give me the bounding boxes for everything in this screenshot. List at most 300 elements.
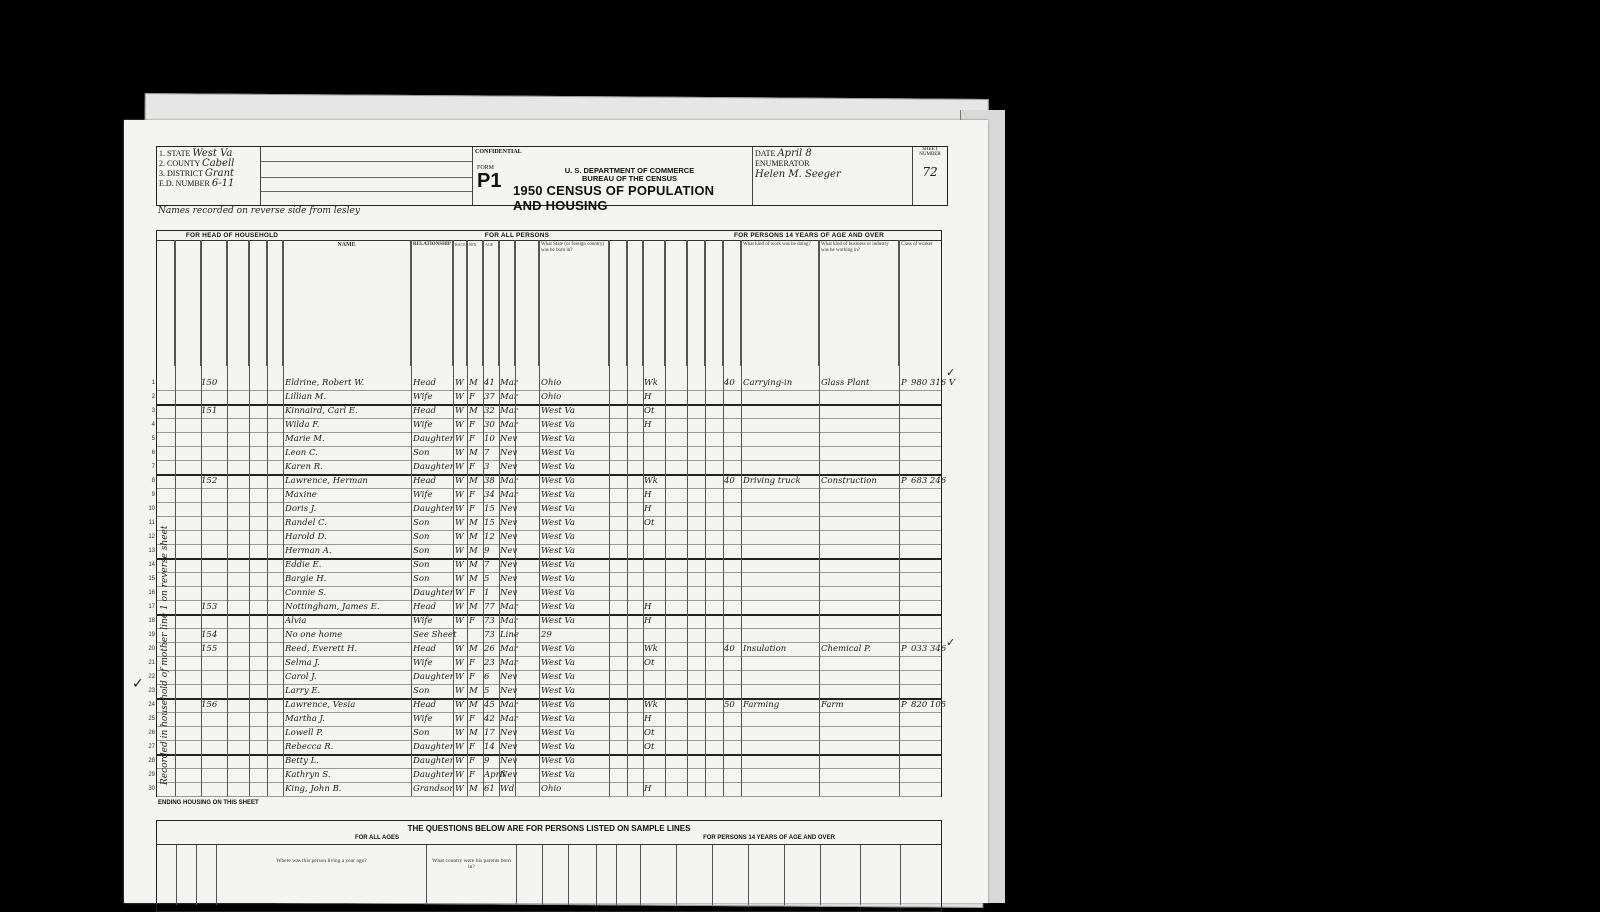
cell-rel: Daughter — [413, 504, 454, 514]
cell-ind — [821, 573, 899, 586]
cell-birth: West Va — [541, 686, 575, 696]
cell-dwell: 155 — [201, 644, 218, 654]
confidential-label: CONFIDENTIAL — [475, 149, 522, 155]
cell-rel: Daughter — [413, 742, 454, 752]
line-number: 23 — [148, 688, 155, 694]
cell-ind: Construction — [821, 476, 877, 486]
cell-hrs — [724, 741, 742, 754]
cell-name: Randel C. — [285, 518, 327, 528]
cell-sex: F — [469, 756, 475, 766]
cell-occ — [743, 461, 819, 474]
cell-ind: Chemical P. — [821, 644, 871, 654]
line-number: 20 — [148, 646, 155, 652]
cell-cls — [901, 503, 911, 516]
county-value: Cabell — [202, 158, 235, 169]
cell-occ — [743, 587, 819, 600]
cell-dwell — [201, 769, 227, 782]
table-row — [148, 699, 947, 713]
cell-code — [911, 503, 941, 516]
line-number: 13 — [148, 548, 155, 554]
cell-dwell — [201, 783, 227, 796]
cell-work: H — [644, 420, 652, 430]
sample-questions-block — [156, 820, 942, 912]
cell-occ — [743, 671, 819, 684]
cell-ind — [821, 741, 899, 754]
sample-col-j — [713, 845, 749, 905]
cell-birth: West Va — [541, 770, 575, 780]
margin-annotation — [136, 405, 176, 805]
cell-race — [455, 629, 467, 642]
line-number: 25 — [148, 716, 155, 722]
cell-dwell — [201, 657, 227, 670]
cell-age: 5 — [484, 574, 490, 584]
col-head-name: NAME — [283, 240, 411, 366]
cell-sex: F — [469, 588, 475, 598]
cell-cls: P — [901, 378, 907, 388]
check-mark-icon: ✓ — [946, 366, 956, 379]
sample-col-o — [901, 845, 941, 905]
cell-code — [911, 755, 941, 768]
cell-name: Lillian M. — [285, 392, 327, 402]
cell-race: W — [455, 546, 464, 556]
cell-work: Wk — [644, 378, 658, 388]
line-number: 8 — [151, 478, 155, 484]
cell-code — [911, 447, 941, 460]
sample-col-line — [157, 845, 177, 905]
cell-code — [911, 531, 941, 544]
cell-dwell — [201, 517, 227, 530]
cell-name: Maxine — [285, 490, 317, 500]
line-number: 29 — [148, 772, 155, 778]
cell-dwell: 153 — [201, 602, 218, 612]
cell-code — [911, 391, 941, 404]
cell-birth: Ohio — [541, 378, 562, 388]
cell-birth: West Va — [541, 420, 575, 430]
line-number: 28 — [148, 758, 155, 764]
cell-age: 23 — [484, 658, 495, 668]
cell-code — [911, 615, 941, 628]
sample-col-c — [517, 845, 543, 905]
sample-col-f — [597, 845, 617, 905]
cell-name: Lowell P. — [285, 728, 323, 738]
cell-occ — [743, 601, 819, 614]
cell-occ — [743, 559, 819, 572]
cell-birth: West Va — [541, 742, 575, 752]
sample-col-h — [641, 845, 677, 905]
cell-birth: West Va — [541, 616, 575, 626]
cell-ind — [821, 433, 899, 446]
cell-cls — [901, 391, 911, 404]
cell-name: No one home — [285, 630, 343, 640]
cell-occ — [743, 433, 819, 446]
cell-mar: Nev — [500, 672, 518, 682]
cell-dwell — [201, 615, 227, 628]
cell-mar: Mar — [500, 700, 518, 710]
cell-race: W — [455, 448, 464, 458]
cell-mar: Mar — [500, 602, 518, 612]
cell-age: 61 — [484, 784, 495, 794]
cell-rel: Head — [413, 476, 436, 486]
cell-cls — [901, 461, 911, 474]
table-row — [151, 447, 941, 461]
cell-occ: Carrying-in — [743, 378, 793, 388]
cell-dwell: 151 — [201, 406, 218, 416]
cell-cls — [901, 433, 911, 446]
census-grid — [148, 230, 955, 797]
cell-race: W — [455, 518, 464, 528]
cell-race: W — [455, 770, 464, 780]
cell-rel: Wife — [413, 392, 433, 402]
cell-dwell — [201, 447, 227, 460]
line-number: 1 — [151, 380, 155, 386]
cell-rel: Head — [413, 644, 436, 654]
cell-name: Bargie H. — [285, 574, 327, 584]
sample-col-k — [749, 845, 785, 905]
line-number: 19 — [148, 632, 155, 638]
cell-birth: West Va — [541, 756, 575, 766]
cell-age: 7 — [484, 448, 490, 458]
cell-code — [911, 433, 941, 446]
cell-name: Carol J. — [285, 672, 317, 682]
cell-ind — [821, 517, 899, 530]
column-rule — [539, 240, 540, 796]
cell-rel: Wife — [413, 616, 433, 626]
line-number: 18 — [148, 618, 155, 624]
col-head-sex: SEX — [467, 240, 483, 366]
cell-mar: Mar — [500, 644, 518, 654]
table-row — [148, 671, 941, 685]
cell-rel: Grandson — [413, 784, 455, 794]
cell-cls — [901, 713, 911, 726]
table-row — [148, 531, 941, 545]
cell-name: Lawrence, Vesia — [285, 700, 356, 710]
cell-work — [644, 573, 666, 586]
sample-col-b — [197, 845, 217, 905]
cell-name: Doris J. — [285, 504, 317, 514]
cell-rel: Wife — [413, 420, 433, 430]
cell-occ — [743, 489, 819, 502]
cell-dwell: 154 — [201, 630, 218, 640]
col-head-naturalized — [609, 240, 627, 366]
cell-work: H — [644, 784, 652, 794]
ed-value: 6-11 — [211, 178, 235, 189]
cell-work — [644, 447, 666, 460]
dept-line-1: U. S. DEPARTMENT OF COMMERCE — [564, 166, 695, 175]
col-head-class: Class of worker — [901, 242, 933, 247]
cell-sex: M — [469, 518, 478, 528]
cell-work — [644, 755, 666, 768]
district-value: Grant — [204, 168, 235, 179]
cell-age: 77 — [484, 602, 495, 612]
cell-work: H — [644, 602, 652, 612]
cell-occ — [743, 741, 819, 754]
cell-sex: F — [469, 434, 475, 444]
cell-birth: West Va — [541, 434, 575, 444]
cell-mar: Nev — [500, 756, 518, 766]
cell-age: April — [484, 770, 506, 780]
cell-occ — [743, 531, 819, 544]
cell-sex: F — [469, 392, 475, 402]
line-number: 10 — [148, 506, 155, 512]
column-rule — [741, 240, 742, 796]
cell-work — [644, 671, 666, 684]
cell-occ — [743, 405, 819, 418]
cell-hrs — [724, 587, 742, 600]
cell-rel: Daughter — [413, 434, 454, 444]
cell-ind — [821, 587, 899, 600]
column-rule — [249, 240, 250, 796]
cell-mar: Mar — [500, 378, 518, 388]
cell-work: H — [644, 392, 652, 402]
table-row — [151, 489, 941, 503]
cell-code — [911, 727, 941, 740]
sample-questions-title: THE QUESTIONS BELOW ARE FOR PERSONS LISTED ON SAMPLE LINES — [407, 824, 691, 833]
cell-age: 38 — [484, 476, 495, 486]
column-rule — [411, 240, 412, 796]
cell-cls — [901, 545, 911, 558]
cell-code — [911, 713, 941, 726]
cell-rel: Daughter — [413, 770, 454, 780]
column-rule — [643, 240, 644, 796]
cell-ind — [821, 755, 899, 768]
cell-race: W — [455, 434, 464, 444]
cell-ind — [821, 727, 899, 740]
column-rule — [515, 240, 516, 796]
cell-rel: Son — [413, 560, 430, 570]
check-mark-icon: ✓ — [132, 676, 144, 692]
sample-section-all-ages: FOR ALL AGES — [157, 835, 597, 845]
column-rule — [665, 240, 666, 796]
cell-ind — [821, 545, 899, 558]
cell-mar: Wd — [500, 784, 515, 794]
cell-dwell: 150 — [201, 378, 218, 388]
cell-work — [644, 685, 666, 698]
cell-sex: M — [469, 686, 478, 696]
cell-dwell: 152 — [201, 476, 218, 486]
cell-dwell — [201, 685, 227, 698]
enumerator-value: Helen M. Seeger — [755, 169, 841, 180]
column-rule — [483, 240, 484, 796]
cell-mar: Mar — [500, 616, 518, 626]
column-rule — [609, 240, 610, 796]
sample-col-n — [861, 845, 901, 905]
cell-ind — [821, 447, 899, 460]
cell-birth: 29 — [541, 630, 552, 640]
cell-cls: P — [901, 476, 907, 486]
line-number: 9 — [151, 492, 155, 498]
cell-dwell — [201, 503, 227, 516]
cell-birth: West Va — [541, 588, 575, 598]
cell-sex: M — [469, 406, 478, 416]
cell-rel: Daughter — [413, 588, 454, 598]
cell-work: Wk — [644, 476, 658, 486]
cell-birth: Ohio — [541, 784, 562, 794]
cell-name: Rebecca R. — [285, 742, 334, 752]
table-row — [148, 643, 947, 657]
cell-hrs — [724, 461, 742, 474]
col-head-street — [175, 240, 201, 366]
cell-birth: West Va — [541, 546, 575, 556]
cell-birth: West Va — [541, 406, 575, 416]
table-row — [151, 419, 941, 433]
cell-code — [911, 489, 941, 502]
cell-mar: Mar — [500, 490, 518, 500]
cell-cls — [901, 601, 911, 614]
cell-sex — [469, 629, 483, 642]
cell-mar: Nev — [500, 770, 518, 780]
cell-name: Lawrence, Herman — [285, 476, 368, 486]
cell-hrs — [724, 657, 742, 670]
cell-name: Larry E. — [285, 686, 321, 696]
table-row — [148, 755, 941, 769]
table-row — [148, 741, 941, 756]
cell-sex: F — [469, 672, 475, 682]
cell-work — [644, 559, 666, 572]
cell-mar: Nev — [500, 686, 518, 696]
address-block — [261, 147, 473, 205]
cell-hrs — [724, 671, 742, 684]
cell-occ — [743, 727, 819, 740]
cell-name: Marie M. — [285, 434, 325, 444]
cell-race: W — [455, 560, 464, 570]
cell-birth: West Va — [541, 518, 575, 528]
cell-code: 820 105 — [911, 700, 947, 710]
cell-sex: F — [469, 420, 475, 430]
cell-race: W — [455, 700, 464, 710]
table-row — [151, 475, 947, 489]
cell-mar: Nev — [500, 742, 518, 752]
cell-mar: Mar — [500, 714, 518, 724]
cell-birth: West Va — [541, 448, 575, 458]
cell-occ — [743, 447, 819, 460]
cell-work: Wk — [644, 644, 658, 654]
col-head-relationship: RELATIONSHIP — [411, 240, 453, 366]
cell-ind: Farm — [821, 700, 844, 710]
cell-birth: West Va — [541, 560, 575, 570]
section-head-all-persons: FOR ALL PERSONS — [307, 231, 727, 241]
cell-hrs — [724, 601, 742, 614]
col-head-hours — [723, 240, 741, 366]
margin-text: Recorded in household of mother line 1 on reverse sheet — [160, 525, 170, 785]
cell-rel: Head — [413, 700, 436, 710]
cell-work — [644, 433, 666, 446]
cell-name: Alvia — [285, 616, 307, 626]
cell-age: 17 — [484, 728, 495, 738]
table-row — [148, 629, 941, 643]
cell-code — [911, 685, 941, 698]
sample-col-country: What country were his parents born in? — [427, 845, 517, 905]
enumerator-note: Names recorded on reverse side from lesley — [158, 206, 360, 216]
col-head-work — [665, 240, 687, 366]
col-head-marital — [499, 240, 515, 366]
cell-occ — [743, 629, 819, 642]
cell-hrs — [724, 517, 742, 530]
cell-ind — [821, 559, 899, 572]
line-number: 21 — [148, 660, 155, 666]
cell-code — [911, 657, 941, 670]
cell-age: 6 — [484, 672, 490, 682]
cell-hrs — [724, 559, 742, 572]
cell-dwell — [201, 489, 227, 502]
sheet-number-box: SHEET NUMBER 72 — [912, 147, 947, 205]
cell-cls — [901, 419, 911, 432]
cell-code: 980 316 V — [911, 378, 955, 388]
date-value: April 8 — [777, 148, 812, 159]
cell-hrs — [724, 727, 742, 740]
cell-code — [911, 573, 941, 586]
cell-cls — [901, 657, 911, 670]
cell-name: Betty L. — [285, 756, 319, 766]
cell-age: 7 — [484, 560, 490, 570]
line-number: 15 — [148, 576, 155, 582]
cell-mar: Mar — [500, 658, 518, 668]
cell-ind — [821, 671, 899, 684]
cell-age: 30 — [484, 420, 495, 430]
cell-code — [911, 741, 941, 754]
line-number: 12 — [148, 534, 155, 540]
cell-code — [911, 419, 941, 432]
cell-race: W — [455, 490, 464, 500]
cell-code — [911, 461, 941, 474]
cell-age: 34 — [484, 490, 495, 500]
cell-age: 37 — [484, 392, 495, 402]
cell-code — [911, 629, 941, 642]
cell-ind — [821, 461, 899, 474]
cell-cls — [901, 727, 911, 740]
cell-name: Harold D. — [285, 532, 327, 542]
cell-occ — [743, 755, 819, 768]
cell-sex: M — [469, 378, 478, 388]
cell-rel: Daughter — [413, 462, 454, 472]
cell-work — [644, 461, 666, 474]
cell-hrs — [724, 503, 742, 516]
col-head-line — [157, 240, 175, 366]
cell-race: W — [455, 462, 464, 472]
cell-occ — [743, 769, 819, 782]
table-row — [148, 545, 941, 560]
sample-section-14-over: FOR PERSONS 14 YEARS OF AGE AND OVER — [597, 835, 941, 845]
cell-race: W — [455, 672, 464, 682]
col-head-acres — [267, 240, 283, 366]
cell-age: 26 — [484, 644, 495, 654]
cell-work — [644, 769, 666, 782]
col-head-occupation: What kind of work was he doing? — [741, 240, 819, 366]
cell-sex: M — [469, 532, 478, 542]
cell-race: W — [455, 602, 464, 612]
cell-age: 9 — [484, 546, 490, 556]
col-head-looking — [687, 240, 705, 366]
cell-occ — [743, 685, 819, 698]
cell-sex: F — [469, 714, 475, 724]
column-rule — [467, 240, 468, 796]
cell-dwell — [201, 587, 227, 600]
cell-work — [644, 545, 666, 558]
cell-hrs — [724, 783, 742, 796]
line-number: 16 — [148, 590, 155, 596]
cell-hrs — [724, 769, 742, 782]
cell-race: W — [455, 714, 464, 724]
table-row — [148, 503, 941, 517]
cell-occ — [743, 419, 819, 432]
column-rule — [201, 240, 202, 796]
line-number: 11 — [148, 520, 155, 526]
column-rule — [453, 240, 454, 796]
cell-name: Reed, Everett H. — [285, 644, 358, 654]
cell-race: W — [455, 728, 464, 738]
sample-col-l — [785, 845, 821, 905]
cell-ind — [821, 601, 899, 614]
cell-occ: Farming — [743, 700, 780, 710]
